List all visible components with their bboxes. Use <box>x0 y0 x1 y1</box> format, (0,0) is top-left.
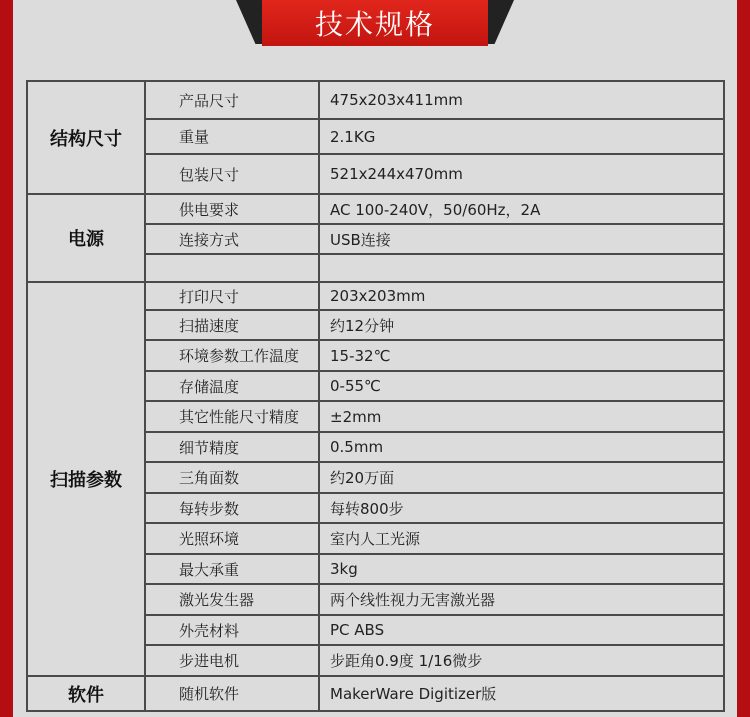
section-title: 技术规格 <box>314 8 435 41</box>
spec-label: 最大承重 <box>145 554 319 584</box>
spec-value: 203x203mm <box>319 282 724 310</box>
spec-value: 室内人工光源 <box>319 523 724 554</box>
spec-label: 包装尺寸 <box>145 154 319 194</box>
spec-label: 三角面数 <box>145 462 319 493</box>
spec-label: 外壳材料 <box>145 615 319 645</box>
spec-value: 每转800步 <box>319 493 724 523</box>
table-row <box>27 676 724 711</box>
spec-label: 扫描速度 <box>145 310 319 340</box>
spec-value: 两个线性视力无害激光器 <box>319 584 724 615</box>
spec-label: 产品尺寸 <box>145 81 319 119</box>
category-cell: 电源 <box>27 194 145 282</box>
section-banner <box>262 0 488 46</box>
spec-label: 每转步数 <box>145 493 319 523</box>
spec-label: 其它性能尺寸精度 <box>145 401 319 432</box>
spec-value: 521x244x470mm <box>319 154 724 194</box>
spec-label: 细节精度 <box>145 432 319 462</box>
spec-value: 步距角0.9度 1/16微步 <box>319 645 724 676</box>
spec-value: 2.1KG <box>319 119 724 154</box>
table-row <box>27 194 724 224</box>
spec-value: 15-32℃ <box>319 340 724 371</box>
spec-label: 步进电机 <box>145 645 319 676</box>
spec-label: 存储温度 <box>145 371 319 401</box>
spec-label: 连接方式 <box>145 224 319 254</box>
spec-value: 0-55℃ <box>319 371 724 401</box>
spec-value: 3kg <box>319 554 724 584</box>
table-row <box>27 282 724 310</box>
category-cell: 软件 <box>27 676 145 711</box>
category-cell: 扫描参数 <box>27 282 145 676</box>
spec-value <box>319 254 724 282</box>
spec-value: USB连接 <box>319 224 724 254</box>
spec-label: 激光发生器 <box>145 584 319 615</box>
spec-label: 光照环境 <box>145 523 319 554</box>
category-cell: 结构尺寸 <box>27 81 145 194</box>
spec-value: 约20万面 <box>319 462 724 493</box>
table-row <box>27 81 724 119</box>
spec-label <box>145 254 319 282</box>
spec-table <box>26 80 725 712</box>
spec-value: 475x203x411mm <box>319 81 724 119</box>
spec-value: AC 100-240V，50/60Hz，2A <box>319 194 724 224</box>
spec-value: 0.5mm <box>319 432 724 462</box>
spec-value: MakerWare Digitizer版 <box>319 676 724 711</box>
spec-label: 供电要求 <box>145 194 319 224</box>
spec-value: 约12分钟 <box>319 310 724 340</box>
spec-label: 随机软件 <box>145 676 319 711</box>
spec-label: 环境参数工作温度 <box>145 340 319 371</box>
spec-label: 打印尺寸 <box>145 282 319 310</box>
spec-value: ±2mm <box>319 401 724 432</box>
spec-label: 重量 <box>145 119 319 154</box>
spec-value: PC ABS <box>319 615 724 645</box>
